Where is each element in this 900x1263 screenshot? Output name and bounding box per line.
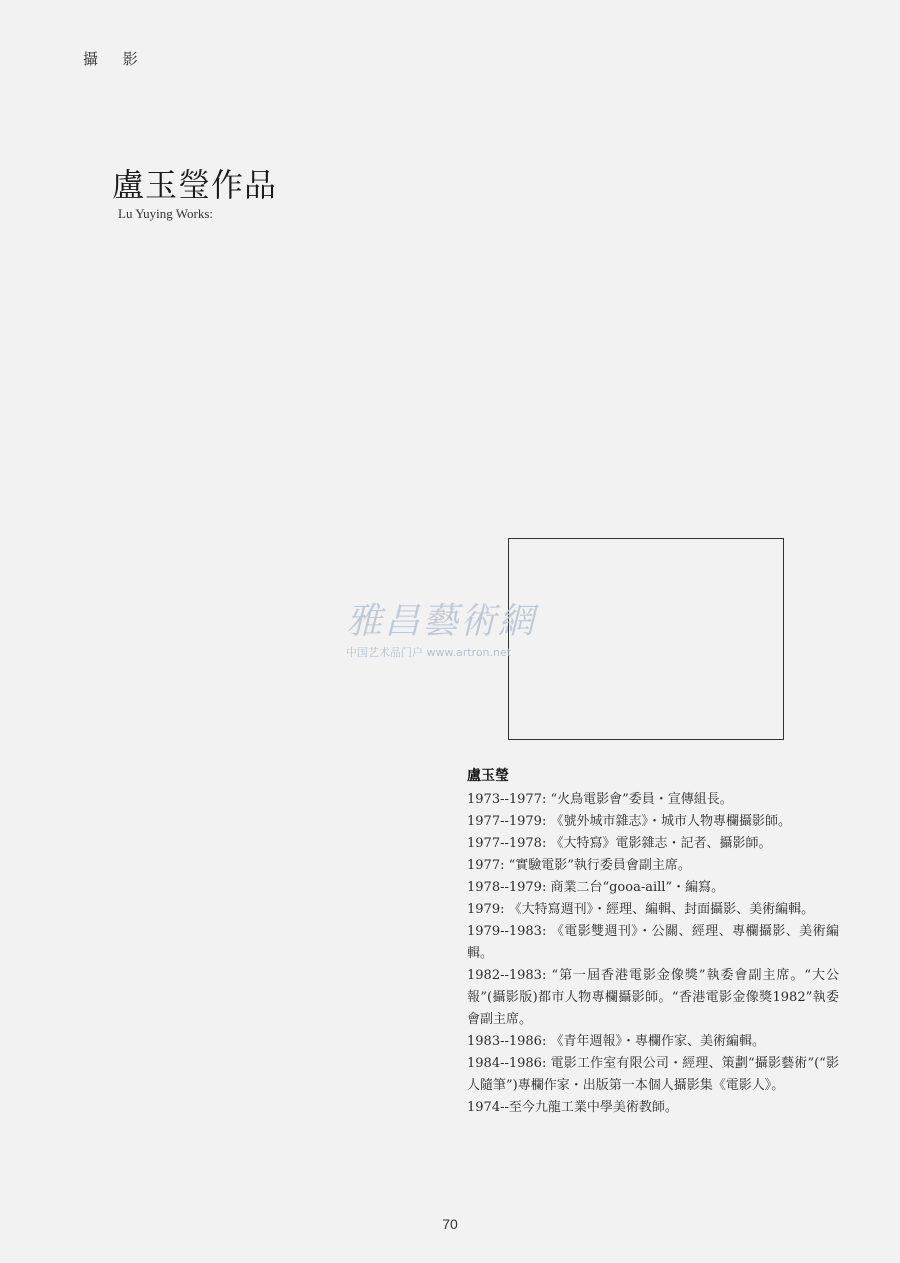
photo-frame	[508, 538, 784, 740]
biography	[467, 765, 839, 1119]
bio-entry: 1984--1986: 電影工作室有限公司・經理、策劃“攝影藝術”(“影人隨筆”)專欄作家・出版第一本個人攝影集《電影人》。	[467, 1056, 839, 1093]
bio-entry: 1974--至今九龍工業中學美術教師。	[467, 1100, 678, 1115]
watermark-logo: 雅昌藝術網	[346, 601, 537, 642]
section-header: 攝 影	[83, 50, 148, 68]
bio-name: 盧玉瑩	[467, 768, 509, 784]
bio-entry: 1979--1983: 《電影雙週刊》・公關、經理、專欄攝影、美術編輯。	[467, 924, 839, 961]
bio-entry: 1983--1986: 《青年週報》・專欄作家、美術編輯。	[467, 1034, 765, 1049]
bio-entry: 1973--1977: “火鳥電影會”委員・宣傳組長。	[467, 792, 733, 807]
bio-entry: 1977--1978: 《大特寫》電影雜志・記者、攝影師。	[467, 836, 772, 851]
bio-entry: 1979: 《大特寫週刊》・經理、編輯、封面攝影、美術編輯。	[467, 902, 815, 917]
watermark-tagline: 中国艺术品门户 www.artron.net	[346, 646, 512, 659]
bio-entry: 1978--1979: 商業二台“gooa-aill”・編寫。	[467, 880, 725, 895]
bio-entry: 1977: “實驗電影”執行委員會副主席。	[467, 858, 691, 873]
bio-entry: 1982--1983: “第一屆香港電影金像獎”執委會副主席。“大公報”(攝影版)都市人物專欄攝影師。“香港電影金像獎1982”執委會副主席。	[467, 968, 839, 1027]
page-title: 盧玉瑩作品	[112, 166, 278, 204]
page-number: 70	[442, 1216, 458, 1232]
bio-entry: 1977--1979: 《號外城市雜志》・城市人物專欄攝影師。	[467, 814, 791, 829]
page-subtitle: Lu Yuying Works:	[118, 206, 214, 221]
